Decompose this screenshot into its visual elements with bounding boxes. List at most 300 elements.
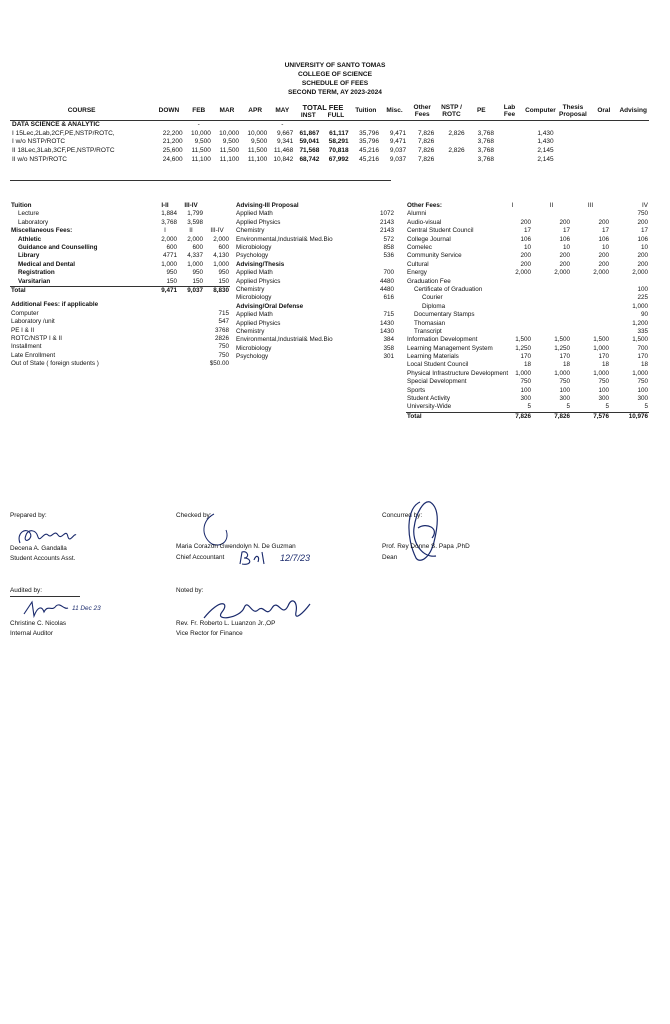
empty-cell	[373, 261, 395, 269]
value-cell: 1,884	[161, 210, 177, 218]
nstp-cell	[436, 138, 466, 147]
row-label: Laboratory /unit	[11, 318, 55, 326]
total-value: 10,976	[610, 412, 649, 421]
row-label: University-Wide	[407, 403, 452, 411]
section-heading: Advising/Thesis	[236, 260, 285, 268]
value-cell: 300	[598, 395, 609, 403]
lab-cell	[496, 147, 523, 156]
course-cell: II 18Lec,3Lab,3CF,PE,NSTP/ROTC	[12, 147, 115, 155]
empty-cell	[204, 219, 230, 227]
advising-cell	[617, 130, 649, 139]
value-cell: 100	[637, 386, 648, 394]
value-cell: 1,000	[593, 369, 609, 377]
empty-cell	[178, 360, 204, 368]
value-cell: 10	[562, 244, 570, 251]
value-cell: 2143	[379, 218, 394, 226]
misc-cell: 9,037	[389, 155, 407, 163]
value-cell	[493, 328, 532, 336]
col-course: COURSE	[10, 103, 153, 121]
value-cell	[571, 319, 610, 327]
down-cell: 22,200	[162, 129, 183, 137]
value-cell: 200	[559, 260, 570, 268]
empty-cell	[204, 202, 230, 210]
value-cell: 301	[383, 353, 394, 361]
computer-cell: 1,430	[537, 129, 554, 137]
row-label: Graduation Fee	[407, 277, 451, 285]
value-cell	[532, 294, 571, 302]
row-label: Installment	[11, 343, 42, 351]
value-cell	[493, 278, 532, 286]
table-row	[10, 252, 230, 260]
col-full: FULL	[321, 112, 350, 121]
table-row	[235, 210, 395, 218]
row-label: Learning Materials	[407, 353, 459, 361]
col-i: I	[511, 202, 514, 210]
value-cell: 616	[383, 294, 394, 302]
col-lab-fee: Lab Fee	[496, 103, 523, 121]
noted-by-label: Noted by:	[176, 587, 204, 594]
value-cell: 1,000	[515, 369, 531, 377]
total-value: 9,037	[178, 286, 204, 295]
row-label: Chemistry	[236, 285, 265, 293]
value-cell: 1,500	[515, 336, 531, 344]
table-row	[235, 261, 395, 269]
table-row	[406, 252, 649, 260]
row-label: Registration	[18, 269, 55, 277]
program-name: DATA SCIENCE & ANALYTIC	[12, 121, 100, 129]
full-cell: 58,291	[328, 138, 349, 146]
full-cell: 70,818	[328, 147, 349, 155]
value-cell: 3,768	[161, 218, 177, 226]
col-down: DOWN	[153, 103, 184, 121]
col-total-fee: TOTAL FEE	[302, 102, 344, 112]
empty-cell	[178, 310, 204, 318]
value-cell: 1,000	[554, 369, 570, 377]
pe-cell: 3,768	[477, 155, 494, 163]
empty-cell	[373, 202, 395, 210]
table-row	[235, 244, 395, 252]
misc-cell: 9,037	[389, 147, 407, 155]
value-cell: 4771	[162, 252, 177, 260]
table-row	[10, 269, 230, 277]
empty-cell	[178, 343, 204, 351]
value-cell: 4480	[379, 285, 394, 293]
prepared-by-label: Prepared by:	[10, 512, 47, 519]
value-cell: 106	[598, 235, 609, 243]
value-cell: 1,000	[187, 260, 203, 268]
total-row	[406, 412, 649, 421]
pe-cell: 3,768	[477, 138, 494, 146]
value-cell: 5	[644, 403, 648, 411]
audited-date: 11 Dec 23	[72, 605, 101, 612]
row-label: Alumni	[407, 210, 427, 218]
value-cell	[532, 210, 571, 218]
row-label: Applied Physics	[236, 218, 281, 226]
value-cell: 1,000	[593, 344, 609, 352]
value-cell: 18	[601, 361, 609, 369]
total-value: 7,826	[532, 412, 571, 421]
table-row	[406, 236, 649, 244]
computer-cell: 1,430	[537, 138, 554, 146]
empty-cell	[204, 210, 230, 218]
value-cell: 300	[637, 395, 648, 403]
value-cell	[571, 303, 610, 311]
value-cell: 1,250	[515, 344, 531, 352]
table-row	[406, 378, 649, 386]
empty-cell	[152, 318, 178, 326]
may-cell: 9,667	[277, 129, 294, 137]
value-cell: 750	[598, 378, 609, 386]
col-ii: II	[189, 227, 193, 235]
value-cell: 2,000	[213, 235, 229, 243]
value-cell: 2,000	[161, 235, 177, 243]
audited-by-title: Internal Auditor	[10, 630, 53, 637]
value-cell	[493, 303, 532, 311]
empty-cell	[152, 343, 178, 351]
value-cell: 1,250	[554, 344, 570, 352]
row-label: Audio-visual	[407, 218, 442, 226]
row-label: Central Student Council	[407, 227, 474, 235]
additional-heading: Additional Fees: if applicable	[11, 301, 99, 309]
row-label: Environmental,Industrial& Med.Bio	[236, 235, 333, 243]
fee-schedule-table	[10, 103, 649, 164]
total-label: Total	[10, 286, 152, 295]
table-row	[406, 403, 649, 412]
computer-cell: 2,145	[537, 155, 554, 163]
value-cell	[493, 319, 532, 327]
value-cell	[610, 278, 649, 286]
computer-cell: 2,145	[537, 147, 554, 155]
table-row	[235, 252, 395, 260]
value-cell: 750	[520, 378, 531, 386]
value-cell: 950	[166, 269, 177, 277]
value-cell: 600	[192, 244, 203, 251]
table-row	[10, 147, 649, 156]
row-label: Library	[18, 252, 40, 260]
value-cell: 200	[598, 260, 609, 268]
row-label: Psychology	[236, 353, 269, 361]
row-label: Varsitarian	[18, 277, 51, 285]
feb-cell: 11,100	[191, 155, 211, 163]
advising-cell	[617, 156, 649, 165]
table-row	[406, 261, 649, 269]
mar-cell: 10,000	[219, 129, 240, 137]
checked-date: 12/7/23	[280, 553, 311, 563]
may-mark: -	[281, 121, 284, 129]
checked-by-title: Chief Accountant	[176, 554, 225, 561]
other-cell: 7,826	[418, 129, 435, 137]
value-cell: 950	[218, 269, 229, 277]
value-cell: 547	[218, 318, 229, 326]
value-cell: 225	[637, 294, 648, 302]
table-row	[10, 278, 230, 287]
thesis-cell	[556, 138, 591, 147]
mar-cell: 11,500	[219, 147, 240, 155]
row-label: ROTC/NSTP I & II	[11, 334, 62, 342]
college-name: COLLEGE OF SCIENCE	[297, 71, 372, 78]
table-row	[10, 138, 649, 147]
down-cell: 24,600	[162, 155, 183, 163]
tuition-cell: 45,216	[359, 155, 379, 163]
row-label: Courier	[422, 294, 443, 302]
value-cell: 3,598	[187, 218, 203, 226]
value-cell	[571, 294, 610, 302]
empty-cell	[152, 352, 178, 360]
empty-cell	[152, 360, 178, 368]
empty-cell	[152, 310, 178, 318]
value-cell: 600	[218, 244, 229, 251]
value-cell	[571, 278, 610, 286]
row-label: Thomasian	[414, 319, 446, 327]
apr-cell: 11,100	[247, 155, 268, 163]
full-cell: 61,117	[329, 129, 349, 137]
value-cell: 700	[383, 269, 394, 277]
value-cell: 1,500	[632, 336, 648, 344]
row-label: PE I & II	[11, 326, 35, 334]
row-label: Student Activity	[407, 395, 451, 403]
value-cell: 17	[640, 227, 648, 235]
row-label: Information Development	[407, 336, 478, 344]
value-cell: 100	[559, 386, 570, 394]
row-label: Microbiology	[236, 294, 272, 302]
advising-cell	[617, 138, 649, 147]
table-row	[406, 345, 649, 353]
table-row	[406, 303, 649, 311]
course-cell: II w/o NSTP/ROTC	[12, 155, 67, 163]
tuition-cell: 35,796	[359, 138, 379, 146]
col-advising: Advising	[617, 103, 649, 121]
university-name: UNIVERSITY OF SANTO TOMAS	[284, 62, 386, 69]
table-row	[406, 286, 649, 294]
value-cell	[571, 328, 610, 336]
table-row	[406, 202, 649, 210]
total-value: 9,471	[152, 286, 178, 295]
row-label: Applied Math	[236, 269, 273, 277]
audited-by-label: Audited by:	[10, 587, 42, 594]
value-cell	[532, 278, 571, 286]
value-cell: 700	[637, 344, 648, 352]
thesis-cell	[556, 156, 591, 165]
table-row	[10, 326, 230, 334]
row-label: Cultural	[407, 260, 429, 268]
empty-cell	[178, 335, 204, 343]
col-may: MAY	[269, 103, 295, 121]
thesis-cell	[556, 147, 591, 156]
value-cell: 200	[559, 252, 570, 260]
may-cell: 9,341	[277, 138, 294, 146]
tuition-cell: 35,796	[359, 129, 379, 137]
table-row	[406, 319, 649, 327]
value-cell	[571, 311, 610, 319]
table-row	[235, 336, 395, 344]
row-label: Chemistry	[236, 227, 265, 235]
misc-cell: 9,471	[389, 129, 407, 137]
value-cell: 150	[192, 277, 203, 285]
table-row	[10, 318, 230, 326]
table-row	[406, 353, 649, 361]
table-row	[406, 328, 649, 336]
value-cell: 4480	[379, 277, 394, 285]
row-label: Applied Math	[236, 210, 273, 218]
col-apr: APR	[241, 103, 269, 121]
value-cell	[532, 311, 571, 319]
checked-by-label: Checked by:	[176, 512, 212, 519]
nstp-cell: 2,826	[448, 129, 465, 137]
col-ii: II	[549, 202, 554, 210]
lab-cell	[496, 156, 523, 165]
value-cell: 170	[637, 353, 648, 361]
row-label: Physical Infrastructure Development	[407, 369, 509, 377]
col-iv: IV	[642, 202, 648, 210]
col-iii-iv: III-IV	[210, 227, 224, 235]
value-cell: 10	[640, 244, 648, 251]
value-cell: 100	[598, 386, 609, 394]
value-cell	[493, 210, 532, 218]
feb-cell: 10,000	[190, 129, 211, 137]
total-label: Total	[406, 412, 493, 421]
other-fees-heading: Other Fees:	[407, 202, 442, 210]
table-row	[235, 328, 395, 336]
table-row	[235, 202, 395, 210]
misc-cell: 9,471	[389, 138, 407, 146]
value-cell: 1,200	[632, 319, 648, 327]
table-row	[235, 345, 395, 353]
table-row	[235, 294, 395, 302]
table-row	[406, 311, 649, 319]
value-cell: $50.00	[209, 360, 229, 368]
col-thesis: Thesis Proposal	[556, 103, 591, 121]
table-row	[406, 210, 649, 218]
empty-cell	[373, 303, 395, 311]
value-cell: 200	[520, 260, 531, 268]
value-cell: 100	[637, 285, 648, 293]
value-cell: 2,000	[554, 269, 570, 277]
table-row	[406, 361, 649, 369]
value-cell	[571, 286, 610, 294]
advising-table	[235, 202, 395, 361]
row-label: Certificate of Graduation	[414, 285, 483, 293]
row-label: Diploma	[422, 302, 446, 310]
table-row	[235, 269, 395, 277]
table-row	[406, 387, 649, 395]
col-tuition: Tuition	[351, 103, 381, 121]
nstp-cell	[436, 156, 466, 165]
document-title: SCHEDULE OF FEES	[301, 80, 369, 87]
col-mar: MAR	[213, 103, 241, 121]
value-cell: 200	[559, 218, 570, 226]
value-cell: 100	[520, 386, 531, 394]
section-heading: Advising/Oral Defense	[236, 302, 304, 310]
row-label: Out of State ( foreign students )	[11, 360, 99, 368]
value-cell: 200	[520, 252, 531, 260]
checked-signature-icon	[238, 548, 278, 568]
term-label: SECOND TERM, AY 2023-2024	[288, 89, 382, 96]
value-cell: 750	[637, 210, 648, 218]
other-cell: 7,826	[418, 138, 435, 146]
value-cell: 170	[520, 353, 531, 361]
value-cell: 5	[605, 403, 609, 411]
col-nstp: NSTP / ROTC	[436, 103, 466, 121]
table-row	[10, 227, 230, 235]
col-other-fees: Other Fees	[408, 103, 436, 121]
table-row	[235, 286, 395, 294]
value-cell: 715	[383, 311, 394, 319]
value-cell: 2826	[214, 334, 229, 342]
table-row	[10, 310, 230, 318]
table-row	[235, 303, 395, 311]
apr-cell: 9,500	[250, 138, 268, 146]
course-cell: I w/o NSTP/ROTC	[12, 138, 66, 146]
value-cell: 2143	[379, 227, 394, 235]
oral-cell	[590, 147, 617, 156]
value-cell: 2,000	[187, 235, 203, 243]
value-cell: 18	[562, 361, 570, 369]
table-row	[10, 360, 230, 368]
row-label: Special Development	[407, 378, 467, 386]
value-cell: 200	[637, 260, 648, 268]
value-cell	[532, 319, 571, 327]
oral-cell	[590, 138, 617, 147]
value-cell: 384	[383, 336, 394, 344]
value-cell: 170	[598, 353, 609, 361]
apr-cell: 10,000	[247, 129, 268, 137]
value-cell: 200	[598, 252, 609, 260]
tuition-heading: Tuition	[11, 202, 32, 210]
table-row	[406, 219, 649, 227]
empty-cell	[152, 335, 178, 343]
other-cell: 7,826	[418, 155, 435, 163]
col-i: I	[164, 227, 166, 235]
prepared-by-title: Student Accounts Asst.	[10, 555, 76, 562]
full-cell: 67,992	[328, 155, 349, 163]
lab-cell	[496, 130, 523, 139]
row-label: Local Student Council	[407, 361, 469, 369]
inst-cell: 61,867	[299, 129, 320, 137]
value-cell: 358	[383, 344, 394, 352]
concurred-by-name: Prof. Rey Donne S. Papa ,PhD	[382, 543, 470, 550]
value-cell: 1,000	[161, 260, 177, 268]
table-row	[10, 202, 230, 210]
value-cell: 2,000	[515, 269, 531, 277]
value-cell: 3768	[214, 326, 229, 334]
value-cell: 1,000	[632, 302, 648, 310]
value-cell: 750	[218, 351, 229, 359]
row-label: Applied Physics	[236, 277, 281, 285]
mar-cell: 9,500	[222, 138, 240, 146]
value-cell: 1,000	[213, 260, 229, 268]
table-row	[10, 210, 230, 218]
row-label: Late Enrollment	[11, 351, 56, 359]
checked-by-name: Maria Corazon Gwendolyn N. De Guzman	[176, 543, 296, 550]
misc-heading: Miscellaneous Fees:	[11, 227, 73, 235]
row-label: College Journal	[407, 235, 451, 243]
value-cell: 2,000	[593, 269, 609, 277]
value-cell: 106	[559, 235, 570, 243]
col-misc: Misc.	[381, 103, 408, 121]
oral-cell	[590, 130, 617, 139]
value-cell: 17	[523, 227, 531, 235]
value-cell: 600	[166, 244, 177, 251]
row-label: Energy	[407, 269, 427, 277]
col-iii-iv: III-IV	[184, 202, 198, 210]
value-cell: 300	[559, 395, 570, 403]
value-cell: 950	[192, 269, 203, 277]
value-cell: 170	[559, 353, 570, 361]
table-row	[10, 156, 649, 165]
course-cell: I 15Lec,2Lab,2CF,PE,NSTP/ROTC,	[12, 129, 115, 137]
col-i-ii: I-II	[161, 202, 169, 210]
col-pe: PE	[467, 103, 496, 121]
